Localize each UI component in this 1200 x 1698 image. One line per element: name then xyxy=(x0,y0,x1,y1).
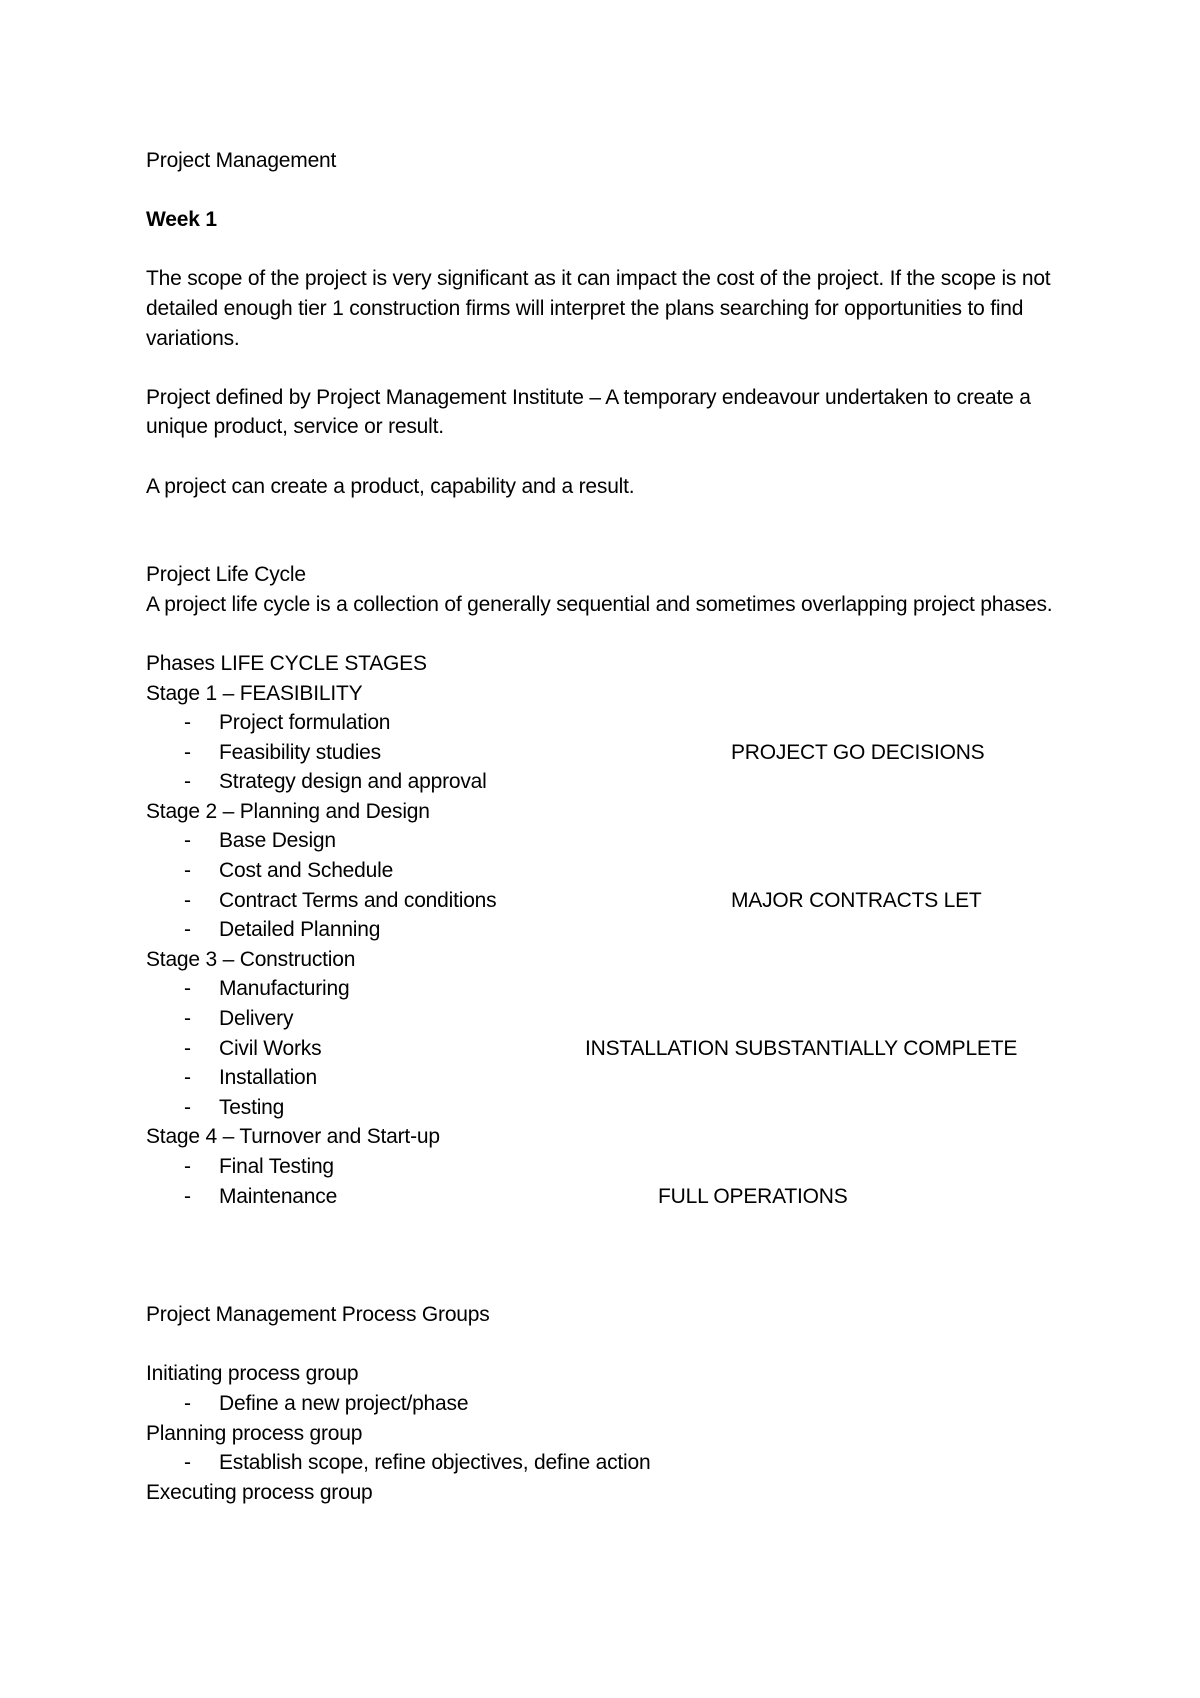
list-item xyxy=(146,738,1076,768)
phases-heading: Phases LIFE CYCLE STAGES xyxy=(146,651,427,675)
document-body xyxy=(146,146,1076,1507)
list-item xyxy=(146,1389,1076,1419)
stage-1-label: Stage 1 – FEASIBILITY xyxy=(146,681,363,705)
pmi-definition-paragraph: Project defined by Project Management Institute – A temporary endeavour undertaken to create a unique product, service or result. xyxy=(146,385,1031,439)
stage-3-label: Stage 3 – Construction xyxy=(146,947,356,971)
list-item-text: Cost and Schedule xyxy=(219,859,394,883)
list-item xyxy=(146,1063,1076,1093)
week-heading: Week 1 xyxy=(146,208,217,232)
initiating-group-label: Initiating process group xyxy=(146,1362,359,1386)
executing-group-label: Executing process group xyxy=(146,1480,373,1504)
list-item-text: Base Design xyxy=(219,829,336,853)
list-item xyxy=(146,856,1076,886)
list-item xyxy=(146,1034,1076,1064)
bullet-dash: - xyxy=(184,711,191,735)
list-item xyxy=(146,826,1076,856)
project-outputs-paragraph: A project can create a product, capability and a result. xyxy=(146,474,635,498)
stage-1-milestone: PROJECT GO DECISIONS xyxy=(731,740,985,764)
bullet-dash: - xyxy=(184,829,191,853)
list-item-text: Manufacturing xyxy=(219,977,350,1001)
list-item-text: Civil Works xyxy=(219,1036,322,1060)
bullet-dash: - xyxy=(184,1451,191,1475)
stage-4-milestone: FULL OPERATIONS xyxy=(658,1184,848,1208)
list-item xyxy=(146,1152,1076,1182)
list-item-text: Testing xyxy=(219,1095,285,1119)
bullet-dash: - xyxy=(184,1036,191,1060)
bullet-dash: - xyxy=(184,770,191,794)
list-item xyxy=(146,915,1076,945)
bullet-dash: - xyxy=(184,1391,191,1415)
list-item-text: Delivery xyxy=(219,1007,294,1031)
list-item xyxy=(146,886,1076,916)
bullet-dash: - xyxy=(184,918,191,942)
bullet-dash: - xyxy=(184,1184,191,1208)
stage-2-label: Stage 2 – Planning and Design xyxy=(146,799,430,823)
list-item-text: Strategy design and approval xyxy=(219,770,487,794)
list-item xyxy=(146,1448,1076,1478)
life-cycle-definition: A project life cycle is a collection of generally sequential and sometimes overlapping project phases. xyxy=(146,592,1053,616)
list-item xyxy=(146,767,1076,797)
list-item-text: Project formulation xyxy=(219,711,391,735)
life-cycle-heading: Project Life Cycle xyxy=(146,563,306,587)
bullet-dash: - xyxy=(184,888,191,912)
list-item xyxy=(146,1093,1076,1123)
bullet-dash: - xyxy=(184,1095,191,1119)
bullet-dash: - xyxy=(184,740,191,764)
bullet-dash: - xyxy=(184,1066,191,1090)
list-item-text: Establish scope, refine objectives, define action xyxy=(219,1451,651,1475)
list-item-text: Installation xyxy=(219,1066,317,1090)
bullet-dash: - xyxy=(184,977,191,1001)
list-item xyxy=(146,974,1076,1004)
bullet-dash: - xyxy=(184,859,191,883)
list-item-text: Maintenance xyxy=(219,1184,338,1208)
list-item xyxy=(146,1182,1076,1212)
stage-4-label: Stage 4 – Turnover and Start-up xyxy=(146,1125,440,1149)
planning-group-label: Planning process group xyxy=(146,1421,363,1445)
stage-2-milestone: MAJOR CONTRACTS LET xyxy=(731,888,982,912)
bullet-dash: - xyxy=(184,1007,191,1031)
stage-3-milestone: INSTALLATION SUBSTANTIALLY COMPLETE xyxy=(585,1036,1018,1060)
document-title: Project Management xyxy=(146,149,337,172)
list-item-text: Detailed Planning xyxy=(219,918,381,942)
list-item-text: Define a new project/phase xyxy=(219,1391,469,1415)
intro-paragraph: The scope of the project is very significant as it can impact the cost of the project. If the scope is not detailed enough tier 1 construction firms will interpret the plans searching for opportunities to find variations. xyxy=(146,267,1051,350)
bullet-dash: - xyxy=(184,1155,191,1178)
process-groups-heading: Project Management Process Groups xyxy=(146,1303,490,1327)
list-item xyxy=(146,1004,1076,1034)
list-item-text: Contract Terms and conditions xyxy=(219,888,497,912)
list-item-text: Final Testing xyxy=(219,1155,334,1178)
list-item xyxy=(146,708,1076,738)
list-item-text: Feasibility studies xyxy=(219,740,381,764)
